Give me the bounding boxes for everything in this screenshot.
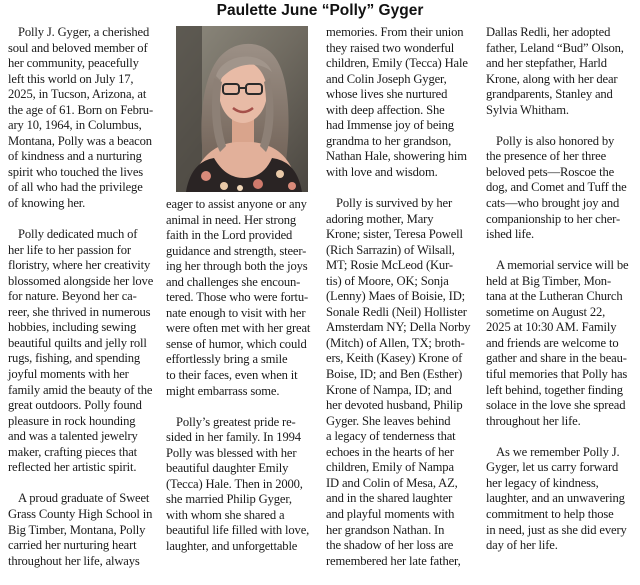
text-line: Grass County High School in [8, 506, 153, 521]
text-line: were often met with her great [166, 321, 311, 336]
text-line: her grandson Nathan. In [326, 522, 445, 537]
text-line: family amid the beauty of the [8, 382, 153, 397]
text-line: Polly’s greatest pride re- [176, 414, 296, 429]
text-line: joyful moments with her [8, 367, 129, 382]
text-line: sense of humor, which could [166, 336, 307, 351]
text-line: Nathan Hale, showering him [326, 149, 467, 164]
text-line: held at Big Timber, Mon- [486, 273, 611, 288]
text-line: Big Timber, Montana, Polly [8, 522, 146, 537]
paragraph [326, 196, 486, 569]
text-line: laughter, and unforgettable [166, 539, 298, 554]
text-line: sided in her family. In 1994 [166, 430, 301, 445]
text-line: and her stepfather, Harld [486, 56, 607, 71]
text-line: left behind, together finding [486, 382, 623, 397]
text-line: ished life. [486, 227, 535, 242]
text-line: father, Leland “Bud” Olson, [486, 40, 624, 55]
text-line: Montana, Polly was a beacon [8, 133, 152, 148]
text-line: Sonale Redli (Neil) Hollister [326, 304, 467, 319]
text-line: guidance and strength, steer- [166, 243, 307, 258]
text-line: and in the shared laughter [326, 491, 453, 506]
text-line: Gyger. She leaves behind [326, 413, 451, 428]
text-line: for nature. Beyond her ca- [8, 289, 137, 304]
text-line: soul and beloved member of [8, 40, 148, 55]
text-line: had Immense joy of being [326, 118, 454, 133]
text-line: grandma to her grandson, [326, 133, 452, 148]
paragraph [326, 25, 486, 180]
text-line: reer, she thrived in numerous [8, 304, 151, 319]
text-line: children, Emily (Tecca) Hale [326, 56, 468, 71]
text-line: Sylvia Whitham. [486, 102, 569, 117]
text-line: pleasure in rock hounding [8, 413, 136, 428]
text-line: 2025 at 10:30 AM. Family [486, 320, 617, 335]
paragraph [8, 491, 168, 569]
text-line: ing her through both the joys [166, 259, 308, 274]
text-line: great outdoors. Polly found [8, 398, 142, 413]
text-line: tana at the Lutheran Church [486, 289, 623, 304]
text-line: she married Philip Gyger, [166, 492, 292, 507]
text-line: Gyger, let us carry forward [486, 460, 619, 475]
text-line: (Lenny) Maes of Boisie, ID; [326, 289, 465, 304]
text-line: Krone, along with her dear [486, 71, 618, 86]
text-line: and Colin Joseph Gyger, [326, 71, 447, 86]
text-line: companionship to her cher- [486, 211, 620, 226]
text-line: Krone; sister, Teresa Powell [326, 227, 463, 242]
paragraph [8, 25, 168, 212]
text-line: remembered her late father, [326, 553, 461, 568]
text-line: her legacy of kindness, [486, 475, 599, 490]
text-line: tiful memories that Polly has [486, 367, 628, 382]
text-line: Dallas Redli, her adopted [486, 25, 611, 39]
text-line: MT; Rosie McLeod (Kur- [326, 258, 453, 273]
text-line: (Rich Sarrazin) of Wilsall, [326, 242, 455, 257]
column-3 [326, 25, 486, 585]
text-line: with deep affection. She [326, 102, 445, 117]
text-line: hobbies, including sewing [8, 320, 137, 335]
text-line: and playful moments with [326, 506, 455, 521]
text-line: grandparents, Stanley and [486, 87, 613, 102]
text-line: they raised two wonderful [326, 40, 455, 55]
text-line: effortlessly bring a smile [166, 352, 288, 367]
text-line: might embarrass some. [166, 383, 280, 398]
text-line: the presence of her three [486, 149, 607, 164]
text-line: ers, Keith (Kasey) Krone of [326, 351, 463, 366]
text-line: Boise, ID; and Ben (Esther) [326, 367, 463, 382]
text-line: with whom she shared a [166, 507, 285, 522]
text-line: commitment to help those [486, 506, 614, 521]
text-line: sometime on August 22, [486, 304, 606, 319]
text-line: (Mitch) of Allen, TX; broth- [326, 335, 465, 350]
text-line: and was a talented jewelry [8, 429, 138, 444]
text-line: day of her life. [486, 538, 558, 553]
text-line: the shadow of her loss are [326, 538, 454, 553]
text-line: Polly is also honored by [496, 133, 615, 148]
text-line: ary 10, 1964, in Columbus, [8, 118, 142, 133]
text-line: Amsterdam NY; Della Norby [326, 320, 471, 335]
column-2 [166, 197, 326, 570]
text-line: to their faces, even when it [166, 368, 298, 383]
text-line: and challenges she encoun- [166, 274, 301, 289]
text-line: whose lives she nurtured [326, 87, 448, 102]
text-line: with love and wisdom. [326, 164, 438, 179]
column-1 [8, 25, 168, 585]
text-line: throughout her life, always [8, 553, 140, 568]
text-line: her devoted husband, Philip [326, 398, 463, 413]
text-line: floristry, where her creativity [8, 258, 151, 273]
text-line: (Tecca) Hale. Then in 2000, [166, 476, 303, 491]
text-line: A proud graduate of Sweet [18, 491, 150, 506]
text-line: faith in the Lord provided [166, 228, 293, 243]
text-line: her community, peacefully [8, 56, 139, 71]
paragraph [486, 25, 636, 118]
text-line: children, Emily of Nampa [326, 460, 454, 475]
text-line: beautiful daughter Emily [166, 461, 289, 476]
text-line: blossomed alongside her love [8, 273, 154, 288]
paragraph [486, 134, 636, 243]
text-line: adoring mother, Mary [326, 211, 434, 226]
text-line: beautiful quilts and jelly roll [8, 335, 147, 350]
text-line: Polly is survived by her [336, 196, 453, 211]
text-line: maker, crafting pieces that [8, 444, 138, 459]
text-line: carried her nurturing heart [8, 538, 137, 553]
text-line: of kindness and a nurturing [8, 149, 142, 164]
text-line: beloved pets—Roscoe the [486, 164, 615, 179]
text-line: ID and Colin of Mesa, AZ, [326, 475, 458, 490]
text-line: the age of 61. Born on Febru- [8, 102, 153, 117]
text-line: tis) of Moore, OK; Sonja [326, 273, 449, 288]
text-line: laughter, and an unwavering [486, 491, 625, 506]
text-line: her life to her passion for [8, 242, 131, 257]
text-line: 2025, in Tucson, Arizona, at [8, 87, 147, 102]
text-line: nate enough to visit with her [166, 305, 306, 320]
text-line: Krone of Nampa, ID; and [326, 382, 452, 397]
text-line: memories. From their union [326, 25, 464, 39]
text-line: throughout her life. [486, 413, 581, 428]
text-line: echoes in the hearts of her [326, 444, 454, 459]
paragraph [166, 415, 326, 555]
text-line: of knowing her. [8, 196, 86, 211]
text-line: of all who had the privilege [8, 180, 143, 195]
text-line: dog, and Comet and Tuff the [486, 180, 627, 195]
text-line: solace in the love she spread [486, 398, 626, 413]
paragraph [486, 258, 636, 429]
text-line: cats—who brought joy and [486, 196, 620, 211]
text-line: As we remember Polly J. [496, 444, 620, 459]
paragraph [486, 445, 636, 554]
column-4 [486, 25, 636, 569]
text-line: reflected her artistic spirit. [8, 460, 137, 475]
text-line: left this world on July 17, [8, 71, 134, 86]
text-line: Polly was blessed with her [166, 445, 297, 460]
text-line: beautiful life filled with love, [166, 523, 310, 538]
text-line: Polly dedicated much of [18, 227, 138, 242]
text-line: a legacy of tenderness that [326, 429, 456, 444]
text-line: in need, just as she did every [486, 522, 627, 537]
paragraph [166, 197, 326, 399]
text-line: A memorial service will be [496, 258, 629, 273]
text-line: rugs, fishing, and spending [8, 351, 141, 366]
obituary-title: Paulette June “Polly” Gyger [216, 2, 424, 19]
text-line: animal in need. Her strong [166, 212, 297, 227]
portrait-photo [176, 26, 308, 192]
paragraph [8, 227, 168, 476]
text-line: spirit who touched the lives [8, 164, 144, 179]
text-line: eager to assist anyone or any [166, 197, 307, 211]
portrait-illustration [176, 26, 308, 192]
text-line: gather and share in the beau- [486, 351, 627, 366]
text-line: tered. Those who were fortu- [166, 290, 309, 305]
text-line: Polly J. Gyger, a cherished [18, 25, 150, 39]
text-line: and friends are welcome to [486, 335, 619, 350]
